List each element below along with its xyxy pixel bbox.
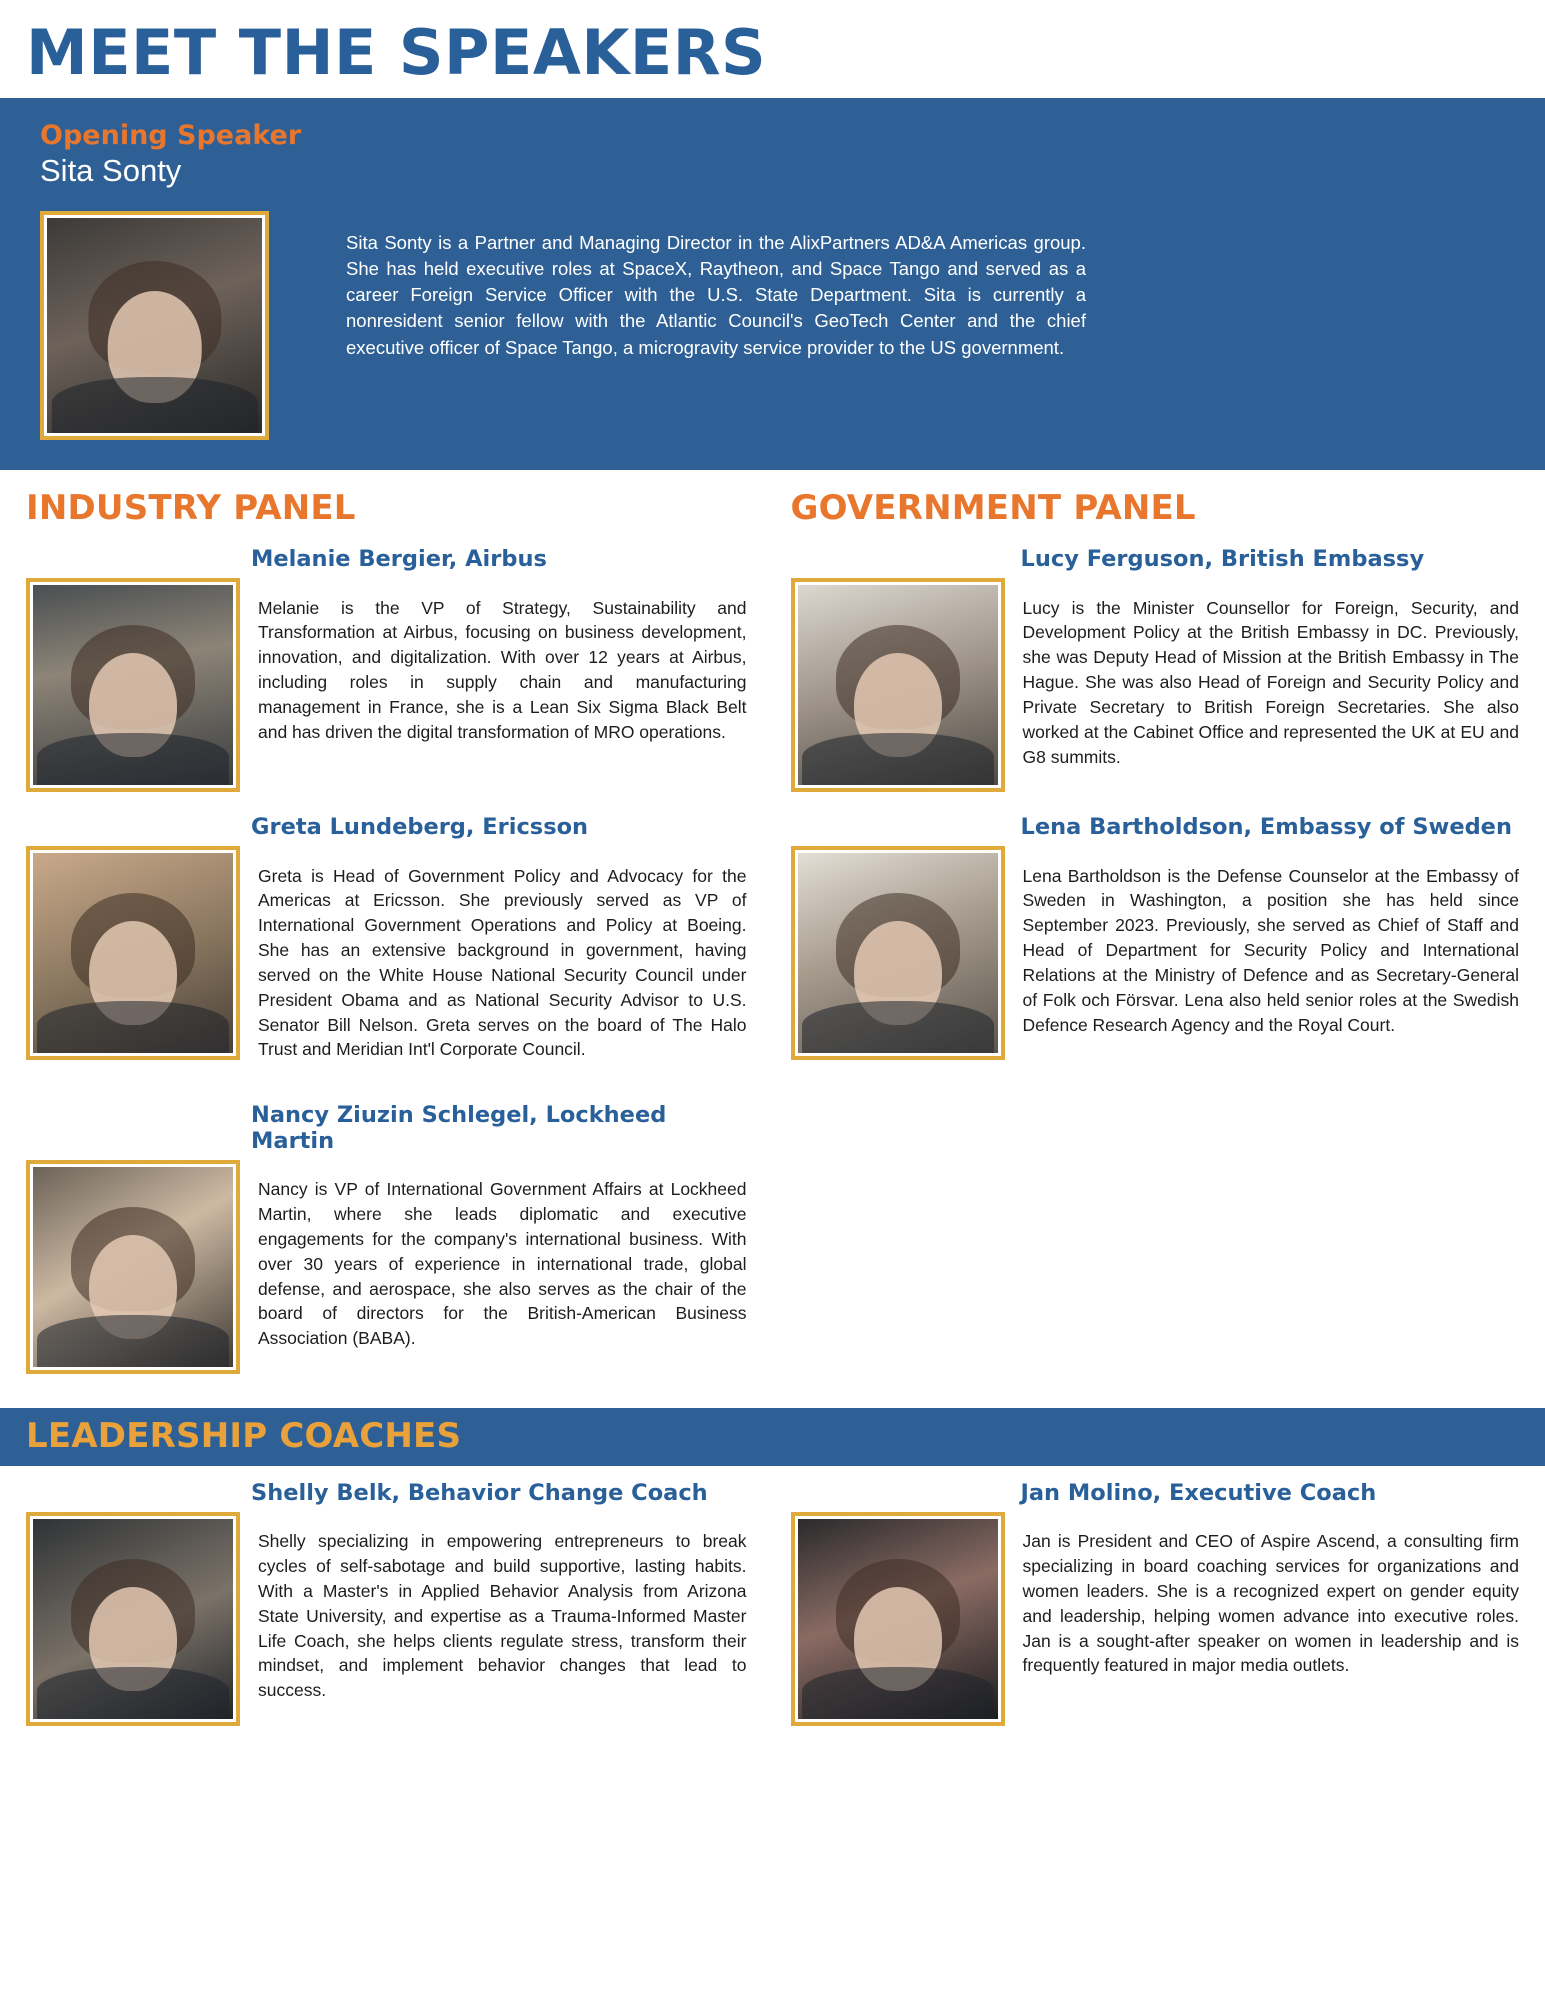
opening-speaker-photo [47,218,262,433]
coach-column-left [0,1480,773,1748]
speaker-bio: Nancy is VP of International Government Affairs at Lockheed Martin, where she leads diplomatic and executive engagements for the company's international business. With over 30 years of experience in international trade, global defense, and aerospace, she also serves as the chair of the board of directors for the British-American Business Association (BABA). [258,1179,747,1349]
portrait-shoulders-shape [802,1001,994,1053]
speaker-photo [33,1167,233,1367]
coach-photo [33,1519,233,1719]
coach-body [26,1512,747,1726]
opening-speaker-photo-frame [40,211,269,440]
leadership-coaches-band [0,1408,1545,1466]
speaker-photo-frame [26,1160,240,1374]
speaker-photo-frame [26,846,240,1060]
portrait-shoulders-shape [37,733,229,785]
speaker-photo [33,853,233,1053]
panels-section [0,470,1545,1396]
coach-photo [798,1519,998,1719]
portrait-shoulders-shape [802,1667,994,1719]
speaker-name: Melanie Bergier, Airbus [251,546,547,572]
portrait-shoulders-shape [802,733,994,785]
coach-name: Shelly Belk, Behavior Change Coach [251,1479,708,1506]
opening-speaker-label: Opening Speaker [40,120,302,151]
speaker-name: Lena Bartholdson, Embassy of Sweden [1020,814,1512,840]
speaker-bio: Greta is Head of Government Policy and Advocacy for the Americas at Ericsson. She previously served as VP of International Government Operations and Policy at Boeing. She has an extensive background in government, having served on the White House National Security Council under President Obama and as National Security Advisor to U.S. Senator Bill Nelson. Greta serves on the board of The Halo Trust and Meridian Int'l Corporate Council. [258,865,747,1060]
speaker-card [26,814,747,1080]
government-panel-heading: GOVERNMENT PANEL [790,488,1196,528]
speaker-name: Nancy Ziuzin Schlegel, Lockheed Martin [251,1101,667,1154]
speaker-body [26,1160,747,1374]
portrait-shoulders-shape [37,1001,229,1053]
speaker-card [791,546,1520,792]
coach-card [791,1480,1520,1726]
speaker-card [791,814,1520,1060]
coach-bio: Jan is President and CEO of Aspire Ascend, a consulting firm specializing in board coaching services for organizations and women leaders. She is a recognized expert on gender equity and leadership, helping women advance into executive roles. Jan is a sought-after speaker on women in leadership and is frequently featured in major media outlets. [1022,1531,1519,1676]
speaker-photo [33,585,233,785]
coach-photo-frame [26,1512,240,1726]
portrait-shoulders-shape [37,1667,229,1719]
speaker-bio: Melanie is the VP of Strategy, Sustainability and Transformation at Airbus, focusing on business development, innovation, and digitalization. With over 12 years at Airbus, including roles in supply chain and manufacturing management in France, she is a Lean Six Sigma Black Belt and has driven the digital transformation of MRO operations. [258,597,747,742]
industry-panel-column [0,488,773,1396]
government-panel-column [773,488,1545,1396]
opening-speaker-bio: Sita Sonty is a Partner and Managing Director in the AlixPartners AD&A Americas group. She has held executive roles at SpaceX, Raytheon, and Space Tango and served as a career Foreign Service Officer with the U.S. State Department. Sita is currently a nonresident senior fellow with the Atlantic Council's GeoTech Center and the chief executive officer of Space Tango, a microgravity service provider to the US government. [346,231,1086,358]
speaker-photo [798,585,998,785]
title-bar [0,0,1545,98]
coach-card [26,1480,747,1726]
speaker-body [791,846,1520,1060]
speaker-photo [798,853,998,1053]
opening-speaker-section [0,98,1545,470]
speaker-name: Lucy Ferguson, British Embassy [1020,546,1425,572]
portrait-shoulders-shape [51,377,257,433]
speaker-body [26,846,747,1080]
leadership-coaches-section [0,1466,1545,1758]
speaker-card [26,546,747,792]
opening-speaker-name: Sita Sonty [40,153,182,188]
speaker-photo-frame [791,578,1005,792]
coach-body [791,1512,1520,1726]
speaker-bio: Lucy is the Minister Counsellor for Foreign, Security, and Development Policy at the British Embassy in DC. Previously, she was Deputy Head of Mission at the British Embassy in The Hague. She was also Head of Foreign and Security Policy and Private Secretary to British Foreign Secretaries. She also worked at the Cabinet Office and represented the UK at EU and G8 summits. [1022,597,1519,767]
speaker-bio: Lena Bartholdson is the Defense Counselor at the Embassy of Sweden in Washington, a position she has held since September 2023. Previously, she served as Chief of Staff and Head of Department for Security Policy and International Relations at the Ministry of Defence and as Secretary-General of Folk och Försvar. Lena also held senior roles at the Swedish Defence Research Agency and the Royal Court. [1022,865,1519,1035]
coach-name: Jan Molino, Executive Coach [1020,1479,1377,1506]
speaker-card [26,1102,747,1374]
speaker-name: Greta Lundeberg, Ericsson [251,814,589,840]
opening-speaker-row [40,211,1519,440]
speaker-body [791,578,1520,792]
leadership-coaches-heading: LEADERSHIP COACHES [26,1415,462,1456]
page-title: MEET THE SPEAKERS [26,16,767,89]
speaker-photo-frame [26,578,240,792]
portrait-shoulders-shape [37,1315,229,1367]
coach-photo-frame [791,1512,1005,1726]
industry-panel-heading: INDUSTRY PANEL [26,488,356,528]
speaker-body [26,578,747,792]
coach-bio: Shelly specializing in empowering entrepreneurs to break cycles of self-sabotage and build supportive, lasting habits. With a Master's in Applied Behavior Analysis from Arizona State University, and expertise as a Trauma-Informed Master Life Coach, she helps clients regulate stress, transform their mindset, and implement behavior changes that lead to success. [258,1531,747,1701]
speaker-photo-frame [791,846,1005,1060]
coach-column-right [773,1480,1545,1748]
